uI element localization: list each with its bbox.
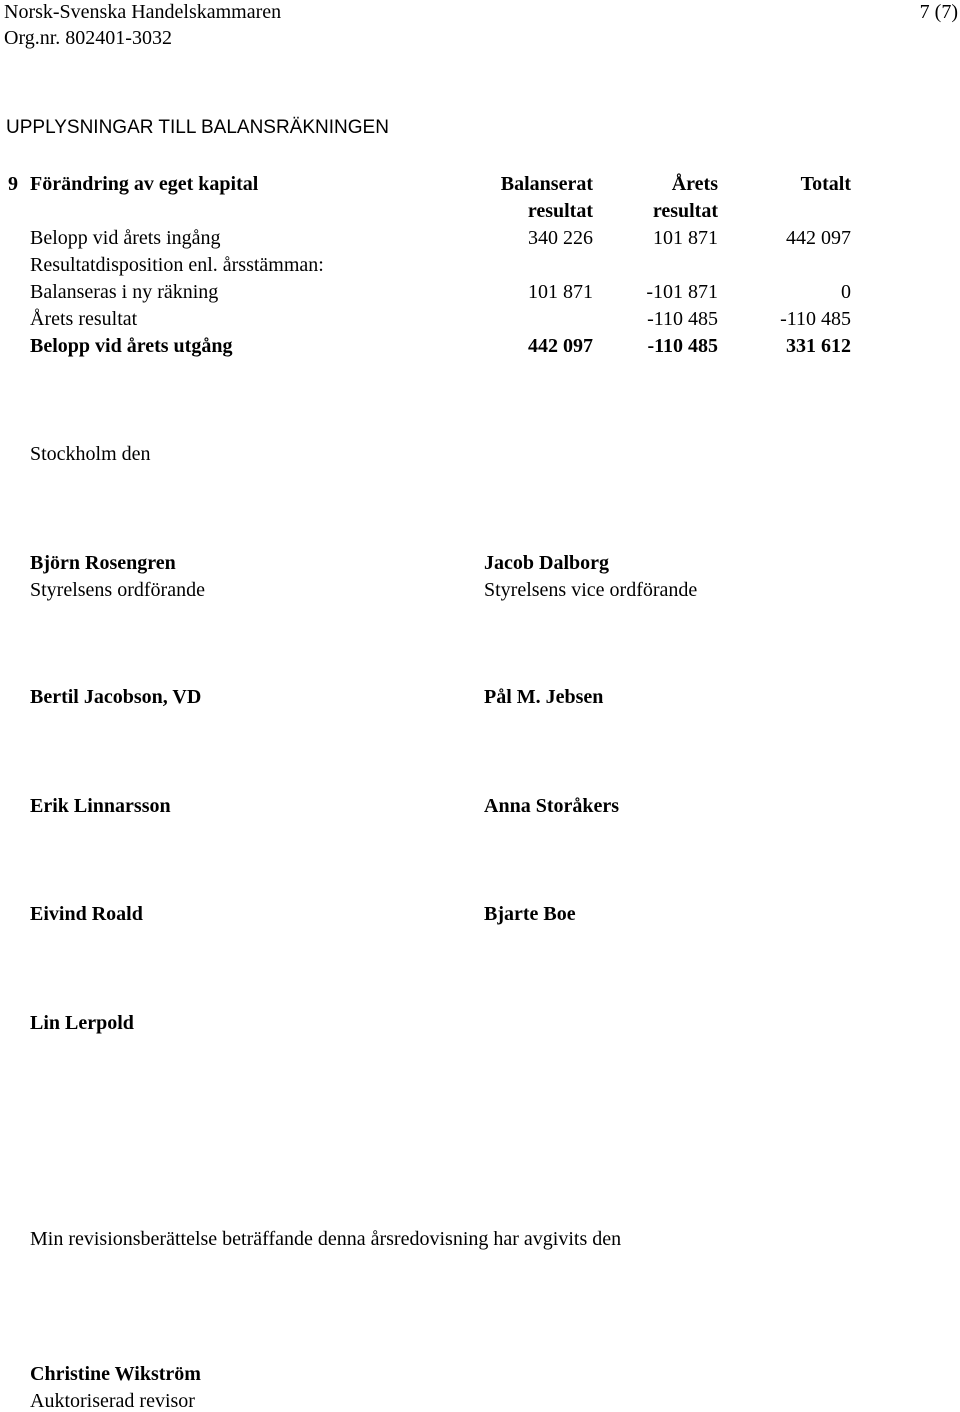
auditor-name: Christine Wikström: [30, 1363, 201, 1385]
row-value-balanserat: 442 097: [528, 335, 593, 357]
row-label: Belopp vid årets ingång: [30, 227, 221, 249]
signatory-name: Björn Rosengren: [30, 552, 176, 574]
row-value-arets: -110 485: [647, 335, 718, 357]
row-value-totalt: 442 097: [786, 227, 851, 249]
signatory-name: Jacob Dalborg: [484, 552, 609, 574]
row-value-totalt: 0: [841, 281, 851, 303]
col-header-arets: Årets: [671, 173, 718, 195]
row-value-totalt: 331 612: [786, 335, 851, 357]
signatory-name: Lin Lerpold: [30, 1012, 134, 1034]
row-label: Resultatdisposition enl. årsstämman:: [30, 254, 324, 276]
row-value-balanserat: 340 226: [528, 227, 593, 249]
signatory-name: Anna Storåkers: [484, 795, 620, 817]
row-value-arets: -110 485: [647, 308, 718, 330]
signatory-name: Bertil Jacobson, VD: [30, 686, 202, 708]
row-value-totalt: -110 485: [780, 308, 851, 330]
row-label: Årets resultat: [30, 308, 138, 330]
row-value-arets: -101 871: [646, 281, 718, 303]
signatory-name: Pål M. Jebsen: [484, 686, 604, 708]
signatory-name: Erik Linnarsson: [30, 795, 171, 817]
col-header-arets-line2: resultat: [652, 200, 718, 222]
note-number: 9: [8, 173, 18, 195]
col-header-balanserat-line2: resultat: [527, 200, 593, 222]
signatory-name: Bjarte Boe: [484, 903, 576, 925]
col-header-balanserat: Balanserat: [500, 173, 593, 195]
signatory-role: Styrelsens vice ordförande: [484, 579, 698, 601]
audit-statement: Min revisionsberättelse beträffande denna årsredovisning har avgivits den: [30, 1228, 622, 1250]
row-label: Belopp vid årets utgång: [30, 335, 233, 357]
company-name: Norsk-Svenska Handelskammaren: [4, 1, 282, 23]
signatory-role: Styrelsens ordförande: [30, 579, 205, 601]
page-number: 7 (7): [919, 1, 958, 23]
signatory-name: Eivind Roald: [30, 903, 143, 925]
col-header-totalt: Totalt: [800, 173, 851, 195]
note-title: Förändring av eget kapital: [30, 173, 259, 195]
row-label: Balanseras i ny räkning: [30, 281, 219, 303]
org-number: Org.nr. 802401-3032: [4, 27, 172, 49]
section-title: UPPLYSNINGAR TILL BALANSRÄKNINGEN: [6, 117, 389, 138]
row-value-balanserat: 101 871: [528, 281, 593, 303]
auditor-role: Auktoriserad revisor: [30, 1390, 195, 1412]
place-date: Stockholm den: [30, 443, 151, 465]
row-value-arets: 101 871: [653, 227, 718, 249]
